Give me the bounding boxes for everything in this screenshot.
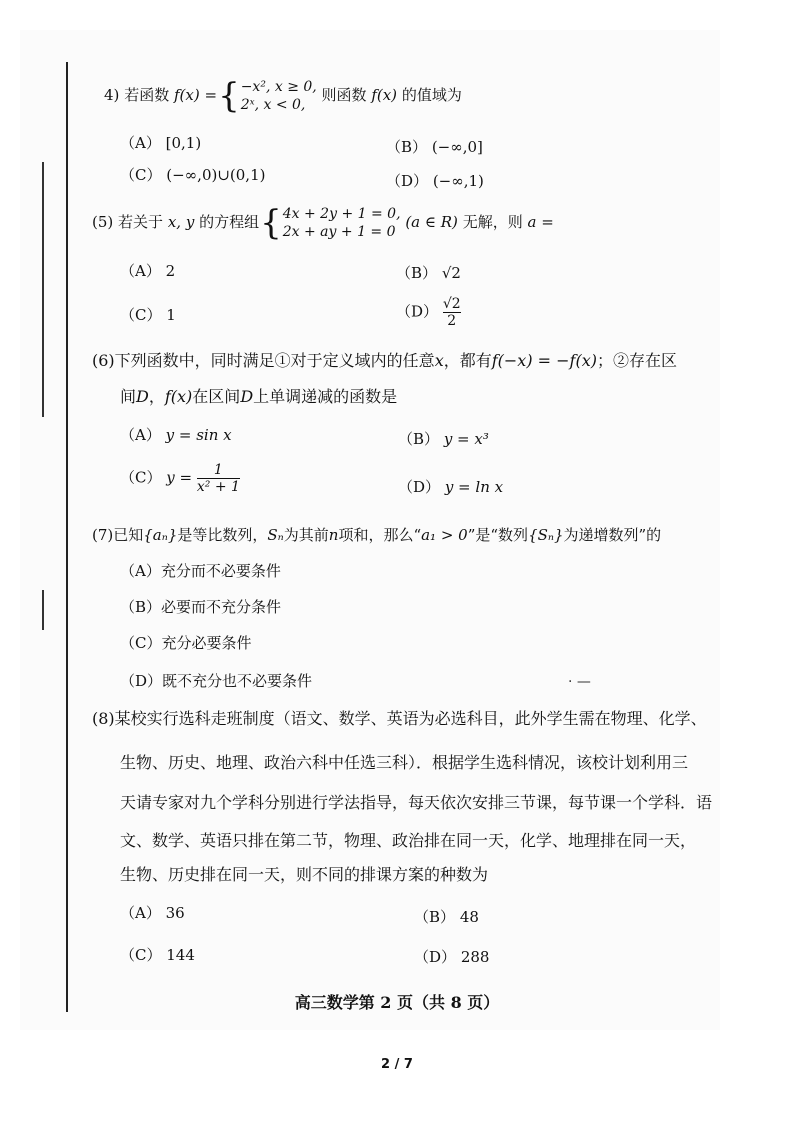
- question-4-option-c: （C） (−∞,0)∪(0,1): [120, 166, 266, 184]
- question-8-line-3: 天请专家对九个学科分别进行学法指导，每天依次安排三节课，每节课一个学科．语: [120, 793, 713, 812]
- question-6-option-a: （A） y = sin x: [120, 426, 232, 444]
- question-7-option-c: （C）充分必要条件: [120, 634, 252, 652]
- page-footer: 高三数学第 2 页（共 8 页）: [294, 993, 500, 1012]
- question-5-option-b: （B） √2: [396, 264, 461, 282]
- question-6-option-d: （D） y = ln x: [398, 478, 504, 496]
- question-6-option-c: （C） y = $\frac{1}{\text{x² + 1}}$: [120, 462, 240, 495]
- question-5-option-a: （A） 2: [120, 262, 176, 280]
- question-6-line-2: 间D，f(x)在区间D上单调递减的函数是: [120, 387, 398, 406]
- question-5-option-c: （C） 1: [120, 306, 176, 324]
- question-8-line-4: 文、数学、英语只排在第二节，物理、政治排在同一天，化学、地理排在同一天，: [120, 831, 697, 850]
- question-4-stem: 4) 若函数 f(x) ={ −x², x ≥ 0, 2ˣ, x < 0, 则函数 f(x) 的值域为: [104, 76, 462, 116]
- question-7-option-b: （B）必要而不充分条件: [120, 598, 282, 616]
- question-5-option-d: （D） $\frac{√2}{2}$: [396, 296, 461, 329]
- question-8-line-5: 生物、历史排在同一天，则不同的排课方案的种数为: [120, 865, 489, 884]
- question-4-option-b: （B） (−∞,0]: [386, 138, 483, 156]
- question-8-line-2: 生物、历史、地理、政治六科中任选三科）．根据学生选科情况，该校计划利用三: [120, 753, 689, 772]
- question-8-option-d: （D） 288: [414, 948, 490, 966]
- question-5-stem: (5) 若关于 x, y 的方程组{ 4x + 2y + 1 = 0, 2x + ay + 1 = 0 (a ∈ R) 无解，则 a =: [92, 203, 554, 243]
- question-7-option-d: （D）既不充分也不必要条件: [120, 672, 313, 690]
- question-8-option-a: （A） 36: [120, 904, 185, 922]
- question-4-option-a: （A） [0,1): [120, 134, 202, 152]
- question-8-option-c: （C） 144: [120, 946, 195, 964]
- question-4-option-d: （D） (−∞,1): [386, 172, 484, 190]
- question-8-line-1: (8)某校实行选科走班制度（语文、数学、英语为必选科目，此外学生需在物理、化学、: [92, 709, 707, 728]
- question-6-line-1: (6)下列函数中，同时满足①对于定义域内的任意x，都有f(−x) = −f(x)；②存在区: [92, 351, 677, 370]
- page-indicator: 2 / 7: [381, 1057, 413, 1072]
- scan-speck: · —: [568, 674, 591, 690]
- question-6-option-b: （B） y = x³: [398, 430, 489, 448]
- left-margin-line: [66, 62, 68, 1012]
- question-7-stem: (7)已知{aₙ}是等比数列，Sₙ为其前n项和，那么“a₁ > 0”是“数列{Sₙ}为递增数列”的: [92, 526, 662, 544]
- margin-tick-mark: [42, 590, 44, 630]
- question-7-option-a: （A）充分而不必要条件: [120, 562, 281, 580]
- question-8-option-b: （B） 48: [414, 908, 479, 926]
- margin-bracket-mark: [42, 162, 44, 417]
